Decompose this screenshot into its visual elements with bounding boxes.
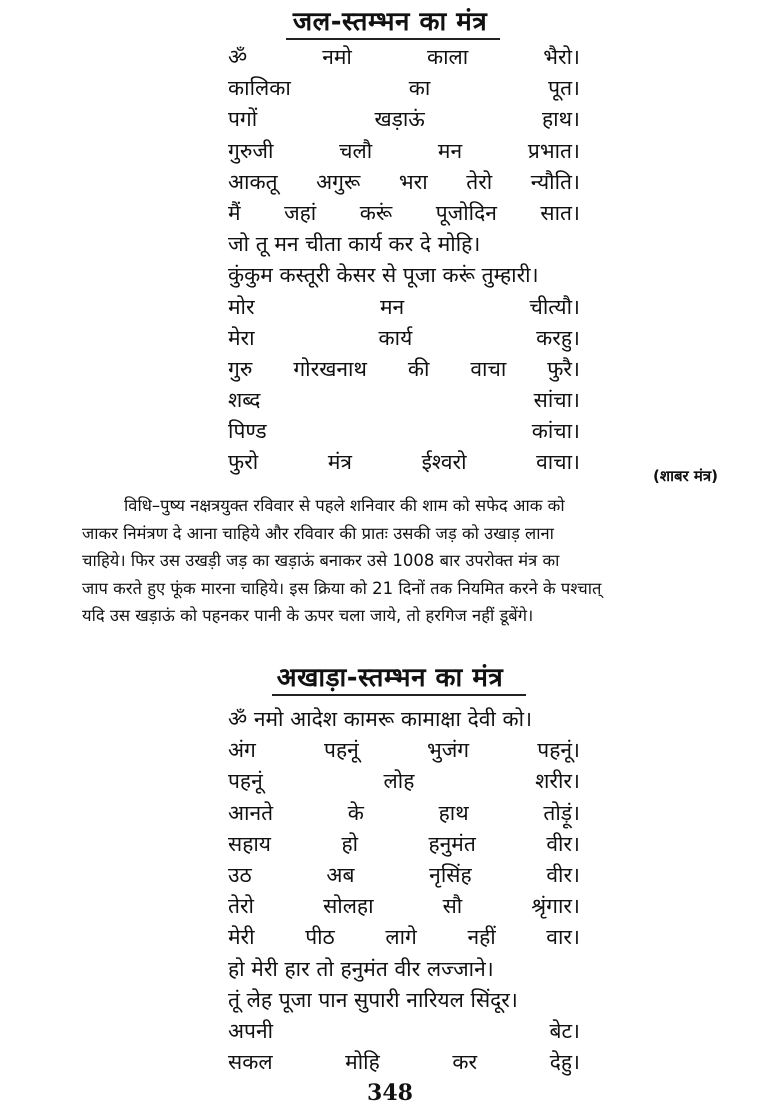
verse-line [228, 766, 580, 797]
verse-word: पिण्ड [228, 419, 267, 444]
verse-word: गुरुजी [228, 138, 274, 163]
verse-word: सांचा। [533, 388, 580, 413]
verse-line [228, 416, 580, 447]
verse-word: उठ [228, 862, 252, 887]
verse-word: लोह [383, 769, 415, 794]
verse-word: मैं [228, 200, 241, 225]
verse-word: अपनी [228, 1018, 274, 1043]
verse-word: फुरो [228, 450, 259, 475]
verse-word: वाचा। [536, 450, 580, 475]
verse-word: कुंकुम कस्तूरी केसर से पूजा करूं तुम्हारी। [228, 263, 539, 288]
verse-word: कालिका [228, 76, 291, 101]
verse-word: पहनूं [228, 769, 263, 794]
verse-line [228, 42, 580, 73]
verse-word: भैरो। [543, 45, 580, 69]
verse-word: की [407, 356, 430, 381]
verse-word: अगुरू [316, 169, 361, 194]
verse-word: हो मेरी हार तो हनुमंत वीर लज्जाने। [228, 956, 494, 981]
verse-word: सोलहा [323, 894, 374, 919]
title-underline [272, 694, 526, 696]
verse-word: हाथ। [542, 107, 580, 132]
verse-word: श्रृंगार। [531, 894, 580, 919]
verse-word: नृसिंह [429, 862, 472, 887]
verse-word: आनते [228, 800, 274, 825]
verse-word: मोर [228, 294, 255, 319]
source-note: (शाबर मंत्र) [653, 467, 718, 485]
method-paragraph [82, 492, 702, 630]
title-underline [286, 38, 500, 40]
verse-word: मंत्र [327, 450, 352, 475]
verse-line [228, 735, 580, 766]
verse-line [228, 447, 580, 478]
verse-line [228, 1047, 580, 1078]
verse-line [228, 354, 580, 385]
verse-line [228, 292, 580, 323]
verse-word: पूजोदिन [435, 200, 497, 225]
verse-line [228, 985, 580, 1016]
verse-word: हो [341, 831, 359, 856]
verse-line [228, 704, 580, 735]
verse-word: लागे [385, 925, 417, 950]
verse-word: नहीं [467, 925, 496, 950]
verse-word: हनुमंत [428, 831, 476, 856]
verse-word: चलौ [339, 138, 373, 163]
verse-word: पहनूं [324, 738, 359, 763]
verse-line [228, 385, 580, 416]
verse-word: शब्द [228, 388, 261, 413]
verse-word: ईश्वरो [421, 450, 467, 475]
verse-word: मेरा [228, 325, 255, 350]
verse-word: जहां [284, 200, 317, 225]
verse-word: देहु। [549, 1050, 580, 1075]
verse-line [228, 136, 580, 167]
verse-line [228, 73, 580, 104]
paragraph-line: विधि–पुष्य नक्षत्रयुक्त रविवार से पहले शनिवार की शाम को सफेद आक को [124, 496, 565, 515]
verse-line [228, 1016, 580, 1047]
verse-word: मन [437, 138, 463, 163]
paragraph-line: यदि उस खड़ाऊं को पहनकर पानी के ऊपर चला जाये, तो हरगिज नहीं डूबेंगे। [82, 606, 534, 625]
mantra-verse-2 [228, 704, 580, 1078]
verse-word: गुरु [228, 356, 253, 381]
verse-word: ॐ नमो आदेश कामरू कामाक्षा देवी को। [228, 707, 533, 731]
verse-word: अब [326, 862, 355, 887]
verse-line [228, 954, 580, 985]
verse-word: सहाय [228, 831, 271, 856]
verse-word: पीठ [305, 925, 335, 950]
section2-title: अखाड़ा-स्तम्भन का मंत्र [276, 663, 504, 693]
verse-line [228, 104, 580, 135]
verse-word: सकल [228, 1050, 273, 1075]
verse-word: वीर। [546, 831, 580, 856]
verse-word: भुजंग [426, 738, 470, 763]
verse-word: वीर। [546, 862, 580, 887]
verse-word: नमो [322, 45, 352, 69]
verse-word: जो तू मन चीता कार्य कर दे मोहि। [228, 232, 481, 257]
verse-word: के [347, 800, 364, 825]
verse-word: बेट। [549, 1018, 580, 1043]
paragraph-line: चाहिये। फिर उस उखड़ी जड़ का खड़ाऊं बनाकर उसे 1008 बार उपरोक्त मंत्र का [82, 551, 560, 570]
verse-word: पगों [228, 107, 258, 132]
verse-word: न्यौति। [530, 169, 580, 194]
verse-word: करहु। [536, 325, 580, 350]
verse-word: शरीर। [535, 769, 580, 794]
verse-word: हाथ [438, 800, 469, 825]
verse-word: तेरो [228, 894, 254, 919]
verse-word: तूं लेह पूजा पान सुपारी नारियल सिंदूर। [228, 987, 518, 1012]
verse-word: सौ [442, 894, 463, 919]
page-number: 348 [367, 1080, 413, 1106]
verse-line [228, 198, 580, 229]
verse-word: वाचा [470, 356, 507, 381]
verse-line [228, 323, 580, 354]
verse-line [228, 922, 580, 953]
verse-word: काला [426, 45, 469, 69]
verse-line [228, 229, 580, 260]
verse-word: खड़ाऊं [374, 107, 425, 132]
verse-word: का [408, 76, 431, 101]
verse-line [228, 829, 580, 860]
verse-word: कर [452, 1050, 478, 1075]
verse-word: वार। [546, 925, 580, 950]
verse-line [228, 798, 580, 829]
verse-word: करूं [359, 200, 393, 225]
verse-word: गोरखनाथ [293, 356, 367, 381]
verse-word: मेरी [228, 925, 255, 950]
verse-word: पूत। [548, 76, 580, 101]
verse-word: तोड़ूं। [543, 800, 580, 825]
verse-word: भरा [398, 169, 428, 194]
verse-line [228, 167, 580, 198]
verse-word: अंग [228, 738, 256, 763]
paragraph-line: जाकर निमंत्रण दे आना चाहिये और रविवार की प्रातः उसकी जड़ को उखाड़ लाना [82, 523, 554, 543]
verse-word: आकतू [228, 169, 278, 194]
verse-line [228, 260, 580, 291]
verse-word: पहनूं। [537, 738, 580, 763]
verse-line [228, 860, 580, 891]
verse-word: सात। [540, 200, 580, 225]
verse-line [228, 891, 580, 922]
mantra-verse-1 [228, 42, 580, 479]
section1-title: जल-स्तम्भन का मंत्र [292, 7, 488, 37]
verse-word: मोहि [345, 1050, 380, 1075]
verse-word: ॐ [228, 45, 248, 69]
verse-word: कार्य [378, 325, 413, 350]
verse-word: मन [379, 294, 405, 319]
verse-word: फुरै। [547, 356, 580, 381]
paragraph-line: जाप करते हुए फूंक मारना चाहिये। इस क्रिया को 21 दिनों तक नियमित करने के पश्चात् [82, 578, 602, 598]
verse-word: कांचा। [531, 419, 580, 444]
verse-word: तेरो [466, 169, 493, 194]
verse-word: चीत्यौ। [529, 294, 580, 319]
verse-word: प्रभात। [527, 138, 580, 163]
